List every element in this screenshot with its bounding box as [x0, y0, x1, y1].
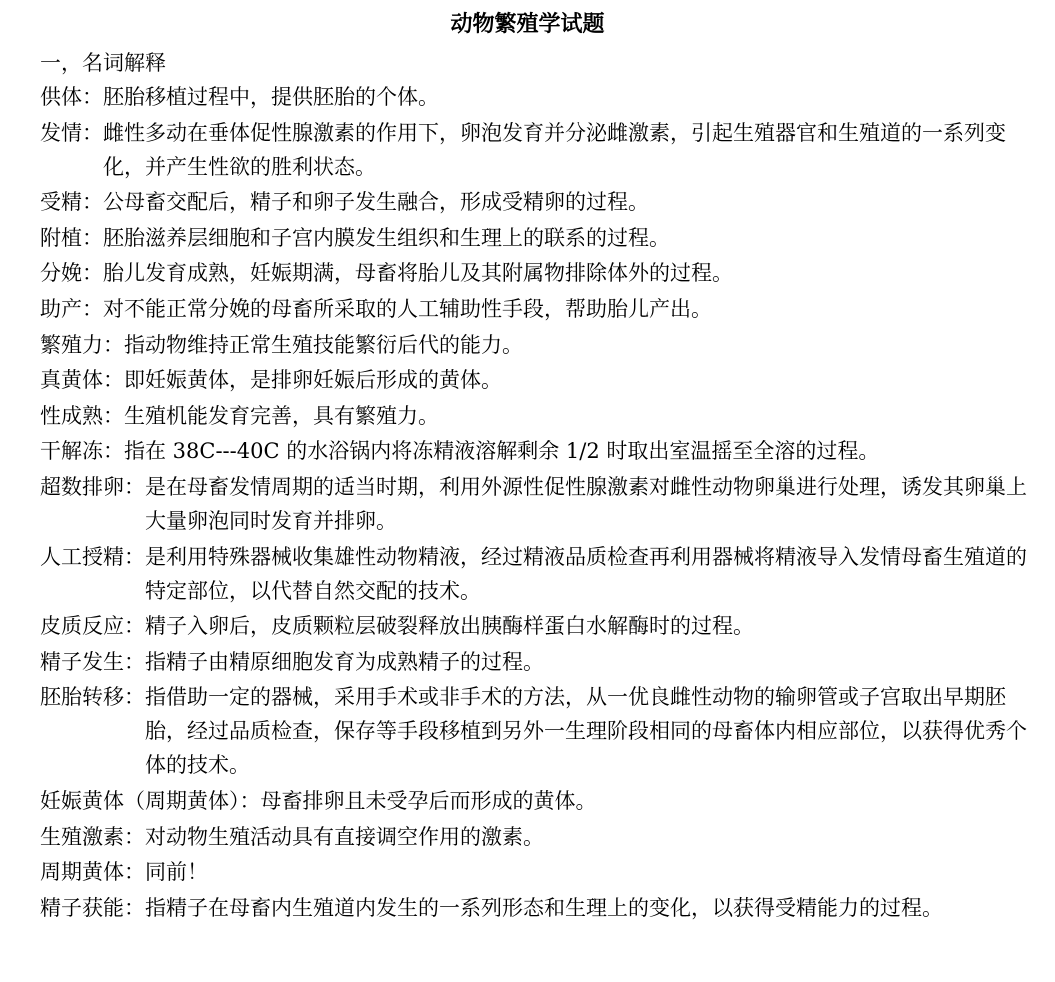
definition-text: 是利用特殊器械收集雄性动物精液，经过精液品质检查再利用器械将精液导入发情母畜生殖道的特定部位，以代替自然交配的技术。	[145, 544, 1027, 603]
definition-entry	[40, 80, 1030, 114]
definition-text: 母畜排卵且未受孕后而形成的黄体。	[260, 788, 597, 813]
definition-entry	[40, 891, 1030, 925]
definition-text: 指精子由精原细胞发育为成熟精子的过程。	[145, 649, 544, 674]
definition-entry	[40, 292, 1030, 326]
term: 人工授精：	[40, 544, 145, 569]
term: 周期黄体：	[40, 860, 145, 885]
definition-text: 同前！	[145, 860, 208, 885]
definition-entry	[40, 470, 1030, 538]
term: 胚胎转移：	[40, 685, 145, 710]
section-heading: 一，名词解释	[40, 51, 166, 75]
definition-entry	[40, 185, 1030, 219]
term: 皮质反应：	[40, 614, 145, 639]
definition-entry	[40, 328, 1030, 362]
term: 干解冻：	[40, 439, 124, 464]
definition-text: 指在 38C---40C 的水浴锅内将冻精液溶解剩余 1/2 时取出室温摇至全溶的过程。	[124, 439, 880, 464]
definition-entry	[40, 221, 1030, 255]
definition-text: 指动物维持正常生殖技能繁衍后代的能力。	[124, 332, 523, 357]
term: 受精：	[40, 190, 103, 215]
page-title: 动物繁殖学试题	[450, 12, 605, 37]
definition-text: 指借助一定的器械，采用手术或非手术的方法，从一优良雌性动物的输卵管或子宫取出早期胚胎，经过品质检查，保存等手段移植到另外一生理阶段相同的母畜体内相应部位，以获得优秀个体的技术。	[145, 685, 1027, 778]
term: 分娩：	[40, 261, 103, 286]
definition-text: 生殖机能发育完善，具有繁殖力。	[124, 403, 439, 428]
definition-text: 指精子在母畜内生殖道内发生的一系列形态和生理上的变化，以获得受精能力的过程。	[145, 895, 943, 920]
definition-entry	[40, 256, 1030, 290]
definition-entry	[40, 540, 1030, 608]
definition-text: 胚胎滋养层细胞和子宫内膜发生组织和生理上的联系的过程。	[103, 225, 670, 250]
term: 生殖激素：	[40, 824, 145, 849]
definition-text: 对不能正常分娩的母畜所采取的人工辅助性手段，帮助胎儿产出。	[103, 296, 712, 321]
term: 真黄体：	[40, 368, 124, 393]
definition-text: 对动物生殖活动具有直接调空作用的激素。	[145, 824, 544, 849]
definition-entry	[40, 363, 1030, 397]
term: 超数排卵：	[40, 474, 145, 499]
definition-text: 即妊娠黄体，是排卵妊娠后形成的黄体。	[124, 368, 502, 393]
term: 附植：	[40, 225, 103, 250]
term: 精子获能：	[40, 895, 145, 920]
definition-entry	[40, 784, 1030, 818]
definition-entry	[40, 645, 1030, 679]
definition-entry	[40, 399, 1030, 433]
definition-entry	[40, 855, 1030, 889]
term: 供体：	[40, 85, 103, 109]
term: 精子发生：	[40, 649, 145, 674]
definition-entry	[40, 680, 1030, 782]
term: 繁殖力：	[40, 332, 124, 357]
definition-list	[40, 80, 1055, 925]
definition-entry	[40, 116, 1030, 184]
term: 发情：	[40, 120, 103, 145]
term: 妊娠黄体（周期黄体）：	[40, 788, 261, 813]
definition-entry	[40, 609, 1030, 643]
definition-text: 精子入卵后，皮质颗粒层破裂释放出胰酶样蛋白水解酶时的过程。	[145, 614, 754, 639]
definition-text: 雌性多动在垂体促性腺激素的作用下，卵泡发育并分泌雌激素，引起生殖器官和生殖道的一系列变化，并产生性欲的胜利状态。	[103, 120, 1006, 179]
term: 性成熟：	[40, 403, 124, 428]
definition-text: 胚胎移植过程中，提供胚胎的个体。	[103, 85, 439, 109]
definition-text: 是在母畜发情周期的适当时期，利用外源性促性腺激素对雌性动物卵巢进行处理，诱发其卵巢上大量卵泡同时发育并排卵。	[145, 474, 1027, 533]
definition-entry	[40, 434, 1030, 468]
term: 助产：	[40, 296, 103, 321]
definition-text: 胎儿发育成熟，妊娠期满，母畜将胎儿及其附属物排除体外的过程。	[103, 261, 733, 286]
definition-text: 公母畜交配后，精子和卵子发生融合，形成受精卵的过程。	[103, 190, 649, 215]
definition-entry	[40, 820, 1030, 854]
